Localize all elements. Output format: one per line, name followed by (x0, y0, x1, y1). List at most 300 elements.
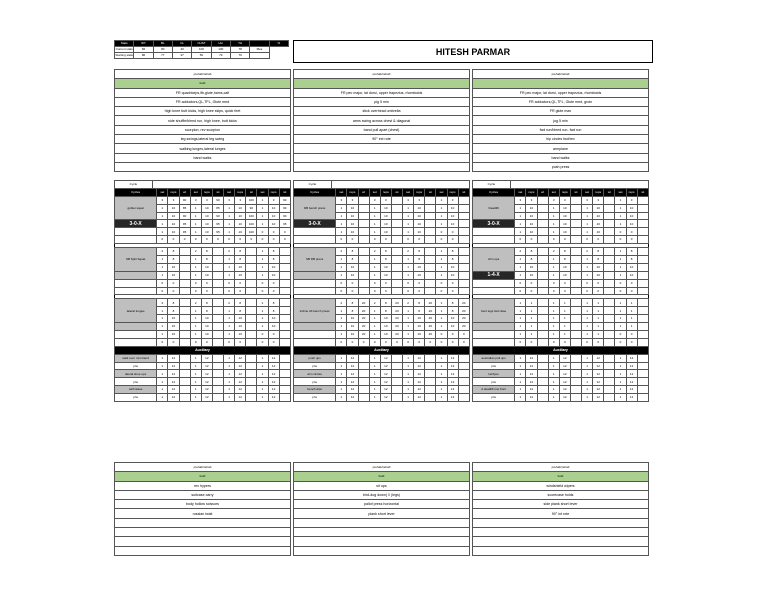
table-cell: 90 (246, 204, 257, 212)
table-cell (246, 279, 257, 287)
prehab-table (293, 69, 470, 172)
table-cell: 1 (582, 256, 593, 264)
table-cell: 1 (582, 263, 593, 271)
table-cell: 1 (515, 323, 526, 331)
table-cell: 1 (548, 212, 559, 220)
table-cell (604, 279, 615, 287)
exercise-row (473, 323, 649, 331)
aux-note: p/w (294, 378, 336, 386)
table-cell: 0 (447, 279, 458, 287)
table-cell: 1 (157, 220, 168, 228)
table-cell: set (515, 188, 526, 196)
table-cell: 0 (358, 338, 369, 346)
table-cell: 12 (414, 370, 425, 378)
table-cell: 0 (559, 236, 570, 244)
table-cell: 0 (235, 338, 246, 346)
table-cell: 10 (447, 323, 458, 331)
table-cell (637, 228, 648, 236)
table-cell: 0 (615, 236, 626, 244)
table-cell: 1 (224, 362, 235, 370)
table-cell (391, 196, 402, 204)
table-cell: 100 (246, 196, 257, 204)
table-cell: Cycles (294, 188, 336, 196)
table-cell: 0 (235, 287, 246, 295)
table-cell: 1 (224, 394, 235, 402)
table-cell: 0 (257, 236, 268, 244)
table-cell: 0 (526, 338, 537, 346)
table-cell: 0 (515, 287, 526, 295)
table-cell (179, 354, 190, 362)
aux-note: p/w (473, 394, 515, 402)
table-cell: 1 (369, 354, 380, 362)
table-cell: 8 (347, 299, 358, 307)
table-cell: 12 (347, 394, 358, 402)
table-cell: 1 (582, 299, 593, 307)
table-cell: 20 (425, 307, 436, 315)
exercise-row (115, 279, 291, 287)
table-cell (537, 362, 548, 370)
aux-note: p/w (473, 362, 515, 370)
table-cell: 1 (403, 220, 414, 228)
table-cell: 1 (615, 394, 626, 402)
table-cell: 1 (369, 386, 380, 394)
table-cell: 0 (380, 236, 391, 244)
table-cell: 10 (347, 331, 358, 339)
table-cell: 1 (257, 354, 268, 362)
table-cell (179, 386, 190, 394)
table-cell: 1 (436, 307, 447, 315)
table-cell: 3 (347, 196, 358, 204)
table-cell (294, 537, 470, 546)
exercise-pad (473, 279, 515, 287)
table-cell: 3 (626, 196, 637, 204)
table-cell: 1 (582, 271, 593, 279)
table-cell (604, 263, 615, 271)
table-cell: 8 (593, 256, 604, 264)
table-cell: 1 (582, 220, 593, 228)
table-cell (115, 528, 291, 537)
table-cell: 10 (347, 212, 358, 220)
table-cell: 1 (403, 331, 414, 339)
table-cell: 0 (212, 236, 223, 244)
table-cell: 1 (369, 212, 380, 220)
table-cell: 12 (380, 362, 391, 370)
table-cell (212, 248, 223, 256)
table-cell: 8 (414, 248, 425, 256)
table-cell: prehab/rehab (294, 70, 470, 79)
table-cell: 12 (593, 394, 604, 402)
table-cell: set (224, 188, 235, 196)
table-cell: 0 (458, 331, 469, 339)
table-cell: 20 (358, 331, 369, 339)
table-cell (604, 204, 615, 212)
exercise-pad (473, 338, 515, 346)
table-cell: 1 (224, 271, 235, 279)
exercise-pad (294, 287, 336, 295)
table-cell: 10 (593, 204, 604, 212)
table-cell: 10 (380, 331, 391, 339)
table-cell (425, 394, 436, 402)
table-cell: 8 (526, 248, 537, 256)
cooldown-table (472, 462, 649, 556)
table-cell: 1 (257, 220, 268, 228)
table-cell: 20 (425, 315, 436, 323)
stats-cell: Mes (250, 47, 269, 53)
table-cell (212, 299, 223, 307)
table-cell: 10 (380, 315, 391, 323)
table-cell: 1 (336, 354, 347, 362)
table-cell: 10 (626, 204, 637, 212)
table-cell: 1 (615, 256, 626, 264)
table-cell: Current stats (115, 46, 133, 51)
table-cell: 0 (403, 236, 414, 244)
table-cell: 0 (615, 338, 626, 346)
prehab-table (472, 69, 649, 172)
table-cell (458, 279, 469, 287)
table-cell: 3 (548, 196, 559, 204)
table-cell (570, 386, 581, 394)
table-cell: 1 (190, 271, 201, 279)
exercise-row (294, 299, 470, 307)
table-cell: 1 (369, 307, 380, 315)
table-cell: 1 (593, 315, 604, 323)
table-cell (358, 263, 369, 271)
table-cell: 1 (224, 323, 235, 331)
table-cell: 1 (190, 256, 201, 264)
table-cell: 3 (224, 196, 235, 204)
table-cell: 77 (153, 53, 172, 59)
table-cell: 1 (548, 263, 559, 271)
table-cell: 1 (224, 228, 235, 236)
exercise-pad (294, 236, 336, 244)
table-cell: 1 (190, 331, 201, 339)
cooldown-item (115, 537, 291, 546)
table-cell: 0 (626, 279, 637, 287)
table-cell (246, 354, 257, 362)
cooldown-sub-row (115, 472, 291, 481)
table-cell: Cycle (473, 181, 511, 189)
table-cell (179, 331, 190, 339)
table-cell: 1 (224, 212, 235, 220)
table-cell: 10 (347, 263, 358, 271)
table-cell (294, 79, 470, 88)
table-cell: 1 (548, 362, 559, 370)
cooldown-item (473, 546, 649, 555)
table-cell: 10 (593, 271, 604, 279)
cooldown-table (114, 462, 291, 556)
exercise-row (294, 236, 470, 244)
table-cell: 1 (257, 204, 268, 212)
table-cell: 0 (369, 287, 380, 295)
table-cell: 12 (414, 386, 425, 394)
exercise-row (294, 338, 470, 346)
table-cell: 1 (615, 271, 626, 279)
table-cell: leg swings,lateral leg swing (115, 135, 291, 144)
table-cell: 1 (403, 315, 414, 323)
table-cell (425, 263, 436, 271)
table-cell: arms swing across chest & diagonal (294, 116, 470, 125)
table-cell: 85 (212, 204, 223, 212)
table-cell: armplane (473, 144, 649, 153)
table-cell: 1 (548, 370, 559, 378)
exercise-pad (473, 236, 515, 244)
table-cell (473, 528, 649, 537)
table-cell: 1 (157, 354, 168, 362)
exercise-row (115, 299, 291, 307)
table-cell: Cycle (294, 181, 332, 189)
table-cell: 1 (436, 394, 447, 402)
table-cell: 1 (224, 386, 235, 394)
table-cell: 8 (268, 256, 279, 264)
table-cell (637, 370, 648, 378)
table-cell (637, 256, 648, 264)
table-cell (458, 394, 469, 402)
table-cell: 10 (201, 323, 212, 331)
table-cell: 0 (157, 236, 168, 244)
table-cell (458, 256, 469, 264)
table-cell: side shuffle/bleed run, high knee, butt kicks (115, 116, 291, 125)
table-cell (358, 386, 369, 394)
table-cell: 80 (153, 47, 172, 53)
table-cell: 1 (436, 323, 447, 331)
table-cell: 3 (235, 196, 246, 204)
table-cell (537, 338, 548, 346)
exercise-row (473, 228, 649, 236)
table-cell (570, 323, 581, 331)
table-cell: 2 (336, 248, 347, 256)
table-cell: 12 (268, 362, 279, 370)
table-cell (391, 220, 402, 228)
table-cell: 3 (403, 196, 414, 204)
table-cell (279, 362, 290, 370)
table-cell: 20 (391, 331, 402, 339)
aux-label: Auxiliary (473, 346, 649, 354)
table-cell: 0 (515, 338, 526, 346)
table-cell (458, 263, 469, 271)
aux-exercise-name: walk over mini band (115, 354, 157, 362)
table-cell: 12 (593, 386, 604, 394)
table-cell (425, 236, 436, 244)
table-cell (358, 220, 369, 228)
table-cell: scorpion, rev scorpion (115, 125, 291, 134)
table-cell: 1 (548, 315, 559, 323)
table-cell (537, 287, 548, 295)
table-cell (604, 378, 615, 386)
table-cell (294, 546, 470, 555)
table-cell (604, 248, 615, 256)
cooldown-item (294, 509, 470, 518)
table-cell: body hollow scissors (115, 500, 291, 509)
table-cell (246, 256, 257, 264)
table-cell: 8 (168, 307, 179, 315)
table-cell: 8 (201, 248, 212, 256)
table-cell: 1 (548, 323, 559, 331)
cooldown-title-row (294, 463, 470, 472)
table-cell: 0 (414, 236, 425, 244)
table-cell (537, 299, 548, 307)
table-cell (570, 315, 581, 323)
table-cell: 8 (268, 299, 279, 307)
table-cell: 1 (157, 256, 168, 264)
table-cell: 78 (230, 47, 249, 53)
table-cell: 1 (157, 263, 168, 271)
table-cell: 1 (257, 394, 268, 402)
exercise-pad (473, 331, 515, 339)
table-cell (425, 248, 436, 256)
table-cell (425, 271, 436, 279)
table-cell: 1 (369, 204, 380, 212)
cooldown-item (115, 490, 291, 499)
exercise-pad (473, 287, 515, 295)
table-cell: 79 (230, 53, 249, 59)
cooldown-item (473, 518, 649, 527)
table-cell: 1 (559, 299, 570, 307)
table-cell: 0 (615, 228, 626, 236)
table-cell (212, 271, 223, 279)
prehab-item (473, 125, 649, 134)
table-cell: 0 (403, 287, 414, 295)
exercise-row (473, 338, 649, 346)
cooldown-item (473, 500, 649, 509)
table-cell: 0 (582, 338, 593, 346)
table-cell (358, 256, 369, 264)
exercise-row (294, 331, 470, 339)
table-cell: 1 (526, 315, 537, 323)
table-cell: 3 (593, 196, 604, 204)
table-cell: 8 (559, 248, 570, 256)
table-cell (179, 394, 190, 402)
table-cell: 10 (235, 220, 246, 228)
table-cell: 1 (369, 394, 380, 402)
table-cell (604, 323, 615, 331)
table-cell: 8 (168, 256, 179, 264)
aux-row (294, 386, 470, 394)
table-cell: 20 (425, 299, 436, 307)
table-cell: prehab/rehab (294, 463, 470, 472)
table-cell: 1 (548, 394, 559, 402)
exercise-pad (294, 338, 336, 346)
table-cell: 1 (515, 394, 526, 402)
table-cell (537, 307, 548, 315)
table-cell (570, 287, 581, 295)
table-cell: 8 (380, 248, 391, 256)
table-cell (179, 279, 190, 287)
exercise-tempo: 3-0-X (294, 220, 336, 228)
table-cell: 0 (615, 279, 626, 287)
table-cell: walking lunges,lateral lunges (115, 144, 291, 153)
table-cell: 1 (257, 256, 268, 264)
table-cell: 12 (559, 386, 570, 394)
table-cell: 12 (347, 354, 358, 362)
table-cell: 1 (436, 263, 447, 271)
exercise-pad (115, 228, 157, 236)
block-cycle-row (294, 181, 470, 189)
table-cell: suitcase carry (115, 490, 291, 499)
table-cell: 10 (380, 271, 391, 279)
table-cell: 1 (403, 212, 414, 220)
table-cell: 1 (403, 204, 414, 212)
table-cell: 12 (626, 362, 637, 370)
table-cell: 1 (626, 299, 637, 307)
table-cell (537, 263, 548, 271)
table-cell (279, 307, 290, 315)
table-cell (294, 518, 470, 527)
table-cell (570, 228, 581, 236)
table-cell: 10 (201, 204, 212, 212)
exercise-pad (115, 331, 157, 339)
table-cell: 0 (403, 279, 414, 287)
table-cell (391, 378, 402, 386)
table-cell: 1 (515, 386, 526, 394)
table-cell: 10 (347, 220, 358, 228)
table-cell: 1 (436, 362, 447, 370)
table-cell: 0 (168, 338, 179, 346)
table-cell: 90 (212, 212, 223, 220)
table-cell: 1 (257, 248, 268, 256)
aux-note: p/w (473, 378, 515, 386)
table-cell: 1 (336, 212, 347, 220)
table-cell: 1 (582, 331, 593, 339)
table-cell: 0 (336, 236, 347, 244)
table-cell: 1 (157, 362, 168, 370)
table-cell: 1 (336, 370, 347, 378)
table-cell: 12 (559, 394, 570, 402)
table-cell (246, 299, 257, 307)
table-cell: 20 (425, 323, 436, 331)
table-cell (425, 386, 436, 394)
table-cell (294, 162, 470, 171)
table-cell: wt (458, 188, 469, 196)
table-cell: 0 (593, 338, 604, 346)
aux-exercise-name: push ups (294, 354, 336, 362)
table-cell: 1 (369, 331, 380, 339)
table-cell: 1 (582, 212, 593, 220)
table-cell: 1 (582, 394, 593, 402)
table-cell (294, 153, 470, 162)
table-cell (604, 271, 615, 279)
table-cell: 1 (369, 263, 380, 271)
table-cell: 0 (369, 236, 380, 244)
table-cell (570, 271, 581, 279)
table-cell: 0 (268, 236, 279, 244)
table-cell: 1 (515, 263, 526, 271)
table-cell (425, 212, 436, 220)
table-cell (570, 378, 581, 386)
table-cell (473, 537, 649, 546)
table-cell: Cycles (115, 188, 157, 196)
table-cell: 1 (157, 212, 168, 220)
table-cell: WT (134, 41, 153, 47)
table-cell (425, 362, 436, 370)
table-cell: 20 (425, 331, 436, 339)
table-cell: 1 (515, 220, 526, 228)
table-cell: 1 (190, 228, 201, 236)
cooldown-item (473, 528, 649, 537)
table-cell (246, 370, 257, 378)
table-cell: 90 (279, 204, 290, 212)
aux-exercise-name: bench dips (294, 386, 336, 394)
table-cell: 1 (436, 256, 447, 264)
table-cell: 8 (447, 307, 458, 315)
exercise-row (294, 228, 470, 236)
table-cell (391, 212, 402, 220)
table-cell (246, 394, 257, 402)
table-cell: 10 (168, 263, 179, 271)
table-cell: 1 (403, 256, 414, 264)
table-cell: 1 (526, 323, 537, 331)
table-cell: 1 (257, 362, 268, 370)
cooldown-sub-row (294, 472, 470, 481)
